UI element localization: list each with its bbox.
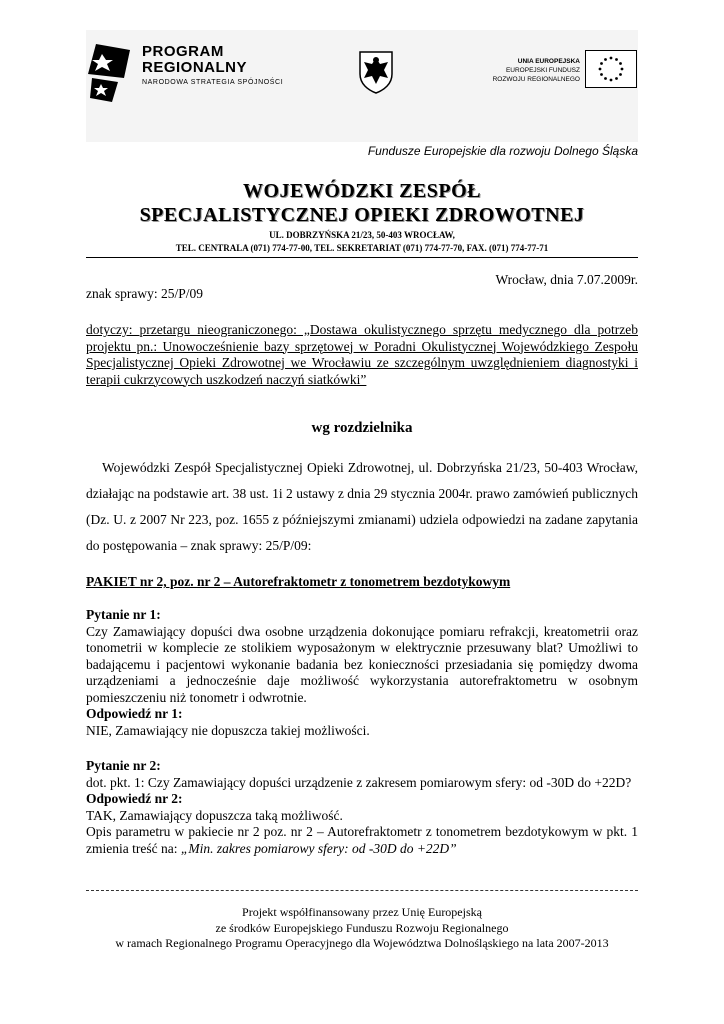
- place-date: Wrocław, dnia 7.07.2009r.: [495, 272, 638, 287]
- answer-2-change: [86, 824, 638, 857]
- question-1-heading: Pytanie nr 1:: [86, 607, 161, 622]
- coat-of-arms-icon: [358, 50, 394, 94]
- program-subtitle: NARODOWA STRATEGIA SPÓJNOŚCI: [142, 79, 284, 86]
- package-heading: PAKIET nr 2, poz. nr 2 – Autorefraktometr z tonometrem bezdotykowym: [86, 574, 511, 589]
- answer-2-heading: Odpowiedź nr 2:: [86, 791, 183, 806]
- footer-divider: [86, 890, 638, 891]
- answer-2-quote: „Min. zakres pomiarowy sfery: od -30D do +22D”: [180, 840, 457, 856]
- answer-1-text: NIE, Zamawiający nie dopuszcza takiej możliwości.: [86, 722, 370, 738]
- program-title-line2: REGIONALNY: [142, 59, 248, 76]
- funds-tagline: Fundusze Europejskie dla rozwoju Dolnego Śląska: [367, 144, 638, 158]
- answer-2-text: TAK, Zamawiający dopuszcza taką możliwość.: [86, 807, 343, 823]
- question-answer-1: [86, 607, 638, 739]
- subject-paragraph: [86, 322, 638, 388]
- case-number: znak sprawy: 25/P/09: [86, 286, 203, 301]
- eu-line3: ROZWOJU REGIONALNEGO: [492, 76, 580, 83]
- intro-paragraph: Wojewódzki Zespół Specjalistycznej Opieki Zdrowotnej, ul. Dobrzyńska 21/23, 50-403 Wrocław, działając na podstawie art. 38 ust. 1i 2 ustawy z dnia 29 stycznia 2004r. prawo zamówień publicznych (Dz. U. z 2007 Nr 223, poz. 1655 z późniejszymi zmianami) udziela odpowiedzi na zadane zapytania do postępowania – znak sprawy: 25/P/09:: [86, 460, 638, 553]
- footer: [86, 905, 638, 952]
- subject-text: przetargu nieograniczonego: „Dostawa okulistycznego sprzętu medycznego dla potrzeb projektu pn.: Unowocześnienie bazy sprzętowej w Poradni Okulistycznej Wojewódzkiego Zespołu Specjalistycznej Opieki Zdrowotnej we Wrocławiu ze szczególnym uwzględnieniem diagnostyki i terapii cukrzycowych uszkodzeń naczyń siatkówki”: [86, 322, 638, 387]
- question-2-text: dot. pkt. 1: Czy Zamawiający dopuści urządzenie z zakresem pomiarowym sfery: od -30D do +22D?: [86, 774, 632, 790]
- program-title-line1: PROGRAM: [142, 43, 224, 60]
- eu-flag-icon: [585, 50, 637, 88]
- institution-name-line1: WOJEWÓDZKI ZESPÓŁ: [243, 180, 481, 202]
- question-1-text: Czy Zamawiający dopuści dwa osobne urządzenia dokonujące pomiaru refrakcji, kreatometrii oraz tonometrii w komplecie ze stolikiem wyposażonym w elektrycznie przesuwany blat? Umożliwi to badającemu i pacjentowi wykonanie badania bez konieczności przesiadania się pomiędzy dwoma urządzeniami a jednocześnie daje możliwość wykorzystania autorefraktometru w osobnym pomieszczeniu niż tonometr i odwrotnie.: [86, 623, 638, 705]
- institution-contacts: TEL. CENTRALA (071) 774-77-00, TEL. SEKRETARIAT (071) 774-77-70, FAX. (071) 774-77-71: [175, 243, 549, 253]
- eu-line2: EUROPEJSKI FUNDUSZ: [505, 67, 580, 74]
- question-answer-2: [86, 758, 638, 857]
- eu-fund-text: [458, 57, 580, 84]
- program-regionalny-text: [142, 44, 283, 86]
- program-regionalny-logo-icon: [88, 44, 130, 102]
- answer-2-change-text: Opis parametru w pakiecie nr 2 poz. nr 2 – Autorefraktometr z tonometrem bezdotykowym w pkt. 1 zmienia treść na:: [86, 824, 638, 856]
- footer-line1: Projekt współfinansowany przez Unię Europejską: [242, 905, 482, 919]
- answer-1-heading: Odpowiedź nr 1:: [86, 706, 183, 721]
- subject-label: dotyczy:: [86, 322, 133, 337]
- header-divider: [86, 257, 638, 258]
- footer-line2: ze środków Europejskiego Funduszu Rozwoju Regionalnego: [215, 920, 509, 935]
- distribution-heading: wg rozdzielnika: [311, 420, 413, 436]
- institution-address: UL. DOBRZYŃSKA 21/23, 50-403 WROCŁAW,: [269, 230, 455, 240]
- question-2-heading: Pytanie nr 2:: [86, 758, 161, 773]
- eu-line1: UNIA EUROPEJSKA: [517, 58, 580, 65]
- institution-name-line2: SPECJALISTYCZNEJ OPIEKI ZDROWOTNEJ: [139, 204, 585, 226]
- footer-line3: w ramach Regionalnego Programu Operacyjnego dla Województwa Dolnośląskiego na lata 2007-2013: [115, 936, 609, 950]
